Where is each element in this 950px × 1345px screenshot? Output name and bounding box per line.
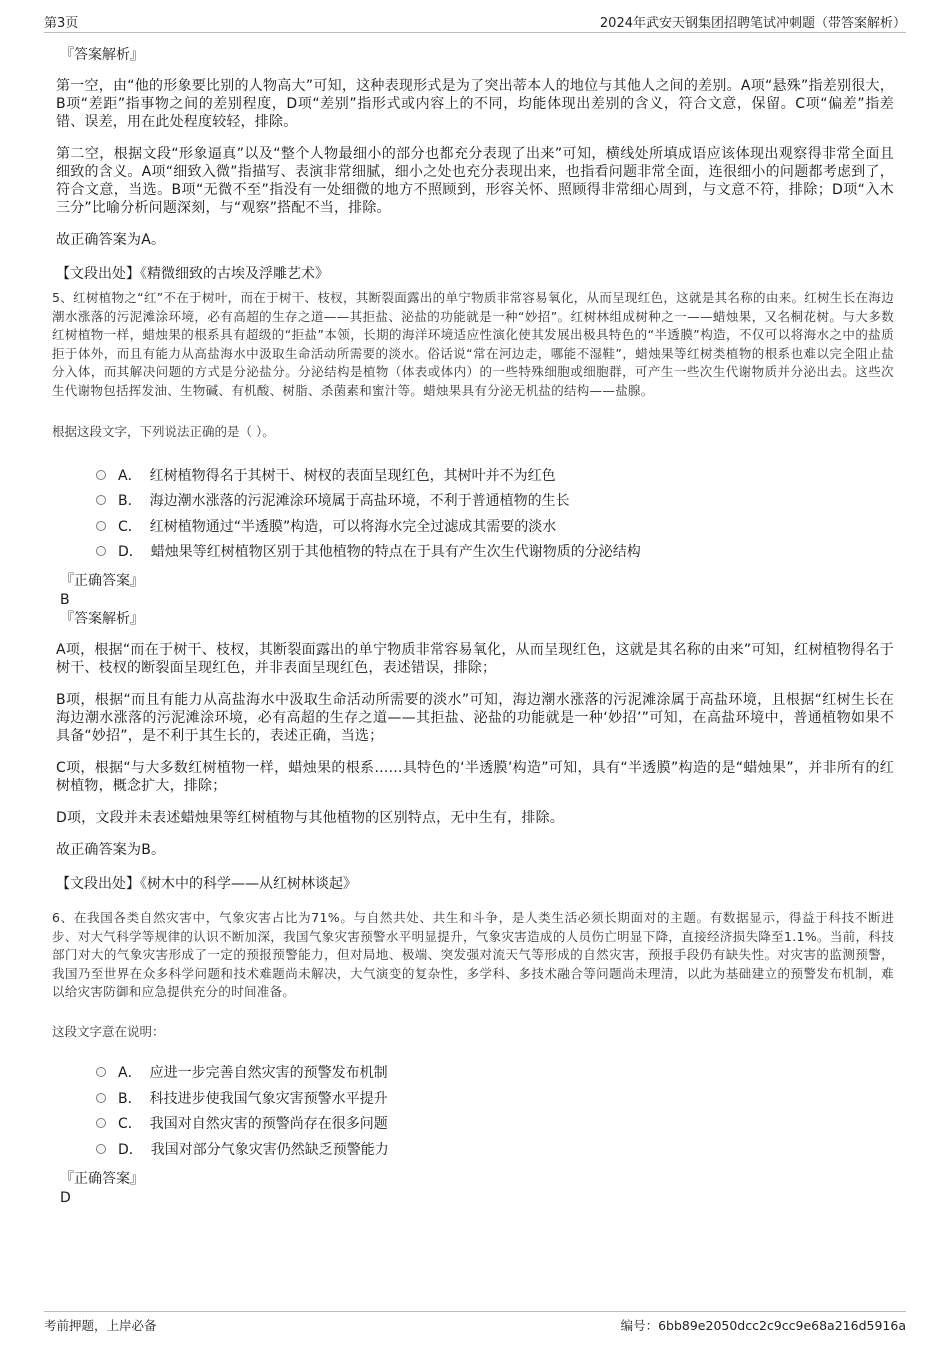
analysis-paragraph: B项，根据“而且有能力从高盐海水中汲取生命活动所需要的淡水”可知，海边潮水涨落的污泥滩涂属于高盐环境，且根据“红树生长在海边潮水涨落的污泥滩涂环境，必有高超的生存之道——其拒盐、泌盐的功能就是一种‘妙招’”可知，在高盐环境中，普通植物如果不具备“妙招”，是不利于其生长的，表述正确，当选； (56, 692, 894, 744)
correct-answer-label: 『正确答案』 (60, 1170, 144, 1187)
analysis-paragraph: 第二空，根据文段“形象逼真”以及“整个人物最细小的部分也都充分表现了出来”可知，横线处所填成语应该体现出观察得非常全面且细致的含义。A项“细致入微”指描写、表演非常细腻，细小之处也充分表现出来，也指看问题非常全面，连很细小的问题都考虑到了，符合文意，当选。B项“无微不至”指没有一处细微的地方不照顾到，形容关怀、照顾得非常细心周到，与文意不符，排除；D项“入木三分”比喻分析问题深刻，与“观察”搭配不当，排除。 (56, 146, 894, 216)
radio-button[interactable] (96, 1118, 106, 1128)
document-id: 编号：6bb89e2050dcc2c9cc9e68a216d5916a (620, 1318, 906, 1333)
radio-button[interactable] (96, 1144, 106, 1154)
page-footer (44, 1311, 906, 1334)
analysis-paragraph: C项，根据“与大多数红树植物一样，蜡烛果的根系……具特色的‘半透膜’构造”可知，具有“半透膜”构造的是“蜡烛果”，并非所有的红树植物，概念扩大，排除； (56, 760, 894, 794)
option-text: 红树植物得名于其树干、树杈的表面呈现红色，其树叶并不为红色 (149, 467, 556, 484)
option-letter: C． (118, 1116, 142, 1133)
option-text: 应进一步完善自然灾害的预警发布机制 (149, 1065, 388, 1082)
correct-answer: D (60, 1189, 71, 1206)
radio-button[interactable] (96, 495, 106, 505)
option-text: 我国对自然灾害的预警尚存在很多问题 (149, 1116, 388, 1133)
analysis-label: 『答案解析』 (60, 611, 144, 627)
correct-answer-label: 『正确答案』 (60, 573, 144, 589)
radio-button[interactable] (96, 521, 106, 531)
page-content (52, 46, 894, 1208)
radio-button[interactable] (96, 1067, 106, 1077)
analysis-conclusion: 故正确答案为B。 (56, 842, 166, 858)
analysis-conclusion: 故正确答案为A。 (56, 232, 166, 248)
option-text: 科技进步使我国气象灾害预警水平提升 (149, 1090, 388, 1107)
source-citation: 【文段出处】《精微细致的古埃及浮雕艺术》 (56, 266, 329, 282)
option-b[interactable] (96, 488, 894, 514)
option-letter: B． (118, 1090, 142, 1107)
option-d[interactable] (96, 539, 894, 565)
option-letter: B． (118, 493, 142, 510)
option-text: 蜡烛果等红树植物区别于其他植物的特点在于具有产生次生代谢物质的分泌结构 (150, 544, 641, 561)
option-a[interactable] (96, 462, 894, 488)
question-5-prompt: 根据这段文字，下列说法正确的是（ ）。 (52, 424, 275, 439)
option-letter: A． (118, 1065, 142, 1082)
analysis-paragraph: 第一空，由“他的形象要比别的人物高大”可知，这种表现形式是为了突出蒂本人的地位与其他人之间的差别。A项“悬殊”指差别很大，B项“差距”指事物之间的差别程度，D项“差别”指形式或内容上的不同，均能体现出差别的含义，符合文意，保留。C项“偏差”指差错、误差，用在此处程度较轻，排除。 (56, 78, 894, 130)
footer-slogan: 考前押题，上岸必备 (44, 1318, 157, 1333)
radio-button[interactable] (96, 546, 106, 556)
option-b[interactable] (96, 1085, 894, 1111)
option-letter: A． (118, 467, 142, 484)
option-d[interactable] (96, 1136, 894, 1162)
option-letter: D． (118, 544, 143, 561)
question-6-prompt: 这段文字意在说明： (52, 1023, 165, 1039)
option-a[interactable] (96, 1060, 894, 1086)
option-c[interactable] (96, 513, 894, 539)
option-letter: C． (118, 518, 142, 535)
question-6-options (96, 1060, 894, 1162)
option-text: 我国对部分气象灾害仍然缺乏预警能力 (150, 1141, 389, 1158)
document-title: 2024年武安天钢集团招聘笔试冲刺题（带答案解析） (599, 16, 906, 31)
radio-button[interactable] (96, 470, 106, 480)
question-5-text: 5、红树植物之“红”不在于树叶，而在于树干、枝杈，其断裂面露出的单宁物质非常容易氧化，从而呈现红色，这就是其名称的由来。红树生长在海边潮水涨落的污泥滩涂环境，必有高超的生存之道——其拒盐、泌盐的功能就是一种“妙招”。红树林组成树种之一——蜡烛果，又名桐花树。与大多数红树植物一样，蜡烛果的根系具有超级的“拒盐”本领，长期的海洋环境适应性演化使其发展出极具特色的“半透膜”构造，不仅可以将海水之中的盐质拒于体外，而且有能力从高盐海水中汲取生命活动所需要的淡水。俗话说“常在河边走，哪能不湿鞋”，蜡烛果等红树类植物的根系也难以完全阻止盐分入体，而其解决问题的方式是分泌盐分。分泌结构是植物（体表或体内）的一些特殊细胞或细胞群，可产生一些次生代谢物质并分泌出去。这些次生代谢物包括挥发油、生物碱、有机酸、树脂、杀菌素和蜜汁等。蜡烛果具有分泌无机盐的结构——盐腺。 (52, 290, 894, 398)
question-6-text: 6、在我国各类自然灾害中，气象灾害占比为71%。与自然共处、共生和斗争，是人类生活必须长期面对的主题。有数据显示，得益于科技不断进步、对大气科学等规律的认识不断加深，我国气象灾害预警水平明显提升，气象灾害造成的人员伤亡明显下降，直接经济损失降至1.1%。当前，科技部门对大的气象灾害形成了一定的预报预警能力，但对局地、极端、突发强对流天气等形成的自然灾害，预报手段仍有缺失性。对灾害的监测预警，我国乃至世界在众多科学问题和技术难题尚未解决，大气演变的复杂性，多学科、多技术融合等问题尚未理清，以此为基础建立的预警发布机制，难以给灾害防御和应急提供充分的时间准备。 (52, 910, 894, 999)
source-citation: 【文段出处】《树木中的科学——从红树林谈起》 (56, 876, 357, 892)
radio-button[interactable] (96, 1093, 106, 1103)
option-text: 海边潮水涨落的污泥滩涂环境属于高盐环境，不利于普通植物的生长 (149, 493, 570, 510)
option-text: 红树植物通过“半透膜”构造，可以将海水完全过滤成其需要的淡水 (149, 518, 557, 535)
option-letter: D． (118, 1141, 143, 1158)
analysis-paragraph: A项，根据“而在于树干、枝杈，其断裂面露出的单宁物质非常容易氧化，从而呈现红色，这就是其名称的由来”可知，红树植物得名于树干、枝杈的断裂面呈现红色，并非表面呈现红色，表述错误，排除； (56, 642, 894, 676)
page-header (44, 10, 906, 33)
option-c[interactable] (96, 1111, 894, 1137)
analysis-label: 『答案解析』 (60, 47, 144, 63)
correct-answer: B (60, 592, 70, 608)
question-5-options (96, 462, 894, 564)
analysis-paragraph: D项，文段并未表述蜡烛果等红树植物与其他植物的区别特点，无中生有，排除。 (56, 810, 564, 826)
page-number: 第3页 (44, 16, 79, 31)
